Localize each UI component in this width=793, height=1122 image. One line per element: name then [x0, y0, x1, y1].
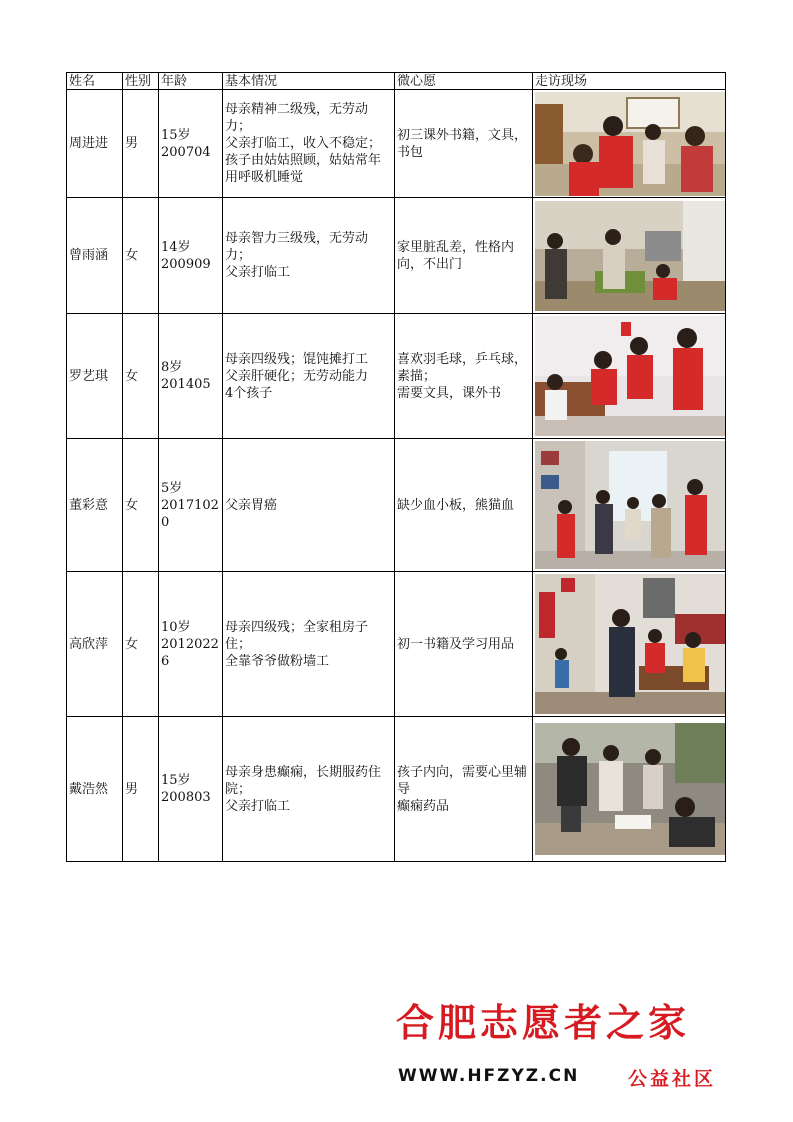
wish-line: 家里脏乱差，性格内向，不出门: [397, 239, 515, 272]
cell-name: 董彩意: [67, 439, 123, 572]
situation-line: 母亲四级残；全家租房子住；: [225, 619, 369, 652]
visit-photo-1: [535, 92, 725, 196]
birth-date: 201405: [161, 377, 211, 392]
cell-wish: [395, 314, 533, 439]
cell-gender: 女: [123, 314, 159, 439]
cell-wish: [395, 439, 533, 572]
birth-date: 20120226: [161, 636, 219, 669]
cell-name: 高欣萍: [67, 572, 123, 717]
wish-line: 初一书籍及学习用品: [397, 636, 515, 652]
birth-date: 200803: [161, 790, 211, 805]
cell-photo: [533, 90, 726, 198]
situation-line: 父亲打临工: [225, 798, 291, 814]
table-row: [67, 717, 726, 862]
wish-line: 缺少血小板，熊猫血: [397, 497, 515, 513]
table-row: [67, 90, 726, 198]
cell-name: 周进进: [67, 90, 123, 198]
cell-gender: 男: [123, 90, 159, 198]
cell-age: [159, 314, 223, 439]
cell-situation: [223, 717, 395, 862]
cell-wish: [395, 572, 533, 717]
birth-date: 200909: [161, 256, 211, 272]
header-age: 年龄: [159, 73, 223, 90]
cell-gender: 女: [123, 439, 159, 572]
cell-age: [159, 90, 223, 198]
cell-situation: [223, 314, 395, 439]
cell-name: 戴浩然: [67, 717, 123, 862]
visit-photo-4: [535, 441, 725, 569]
brand-title: 合肥志愿者之家: [396, 1000, 691, 1045]
wish-line: 初三课外书籍，文具，书包: [397, 127, 528, 160]
table-row: [67, 198, 726, 314]
cell-age: [159, 198, 223, 314]
birth-date: 200704: [161, 144, 211, 160]
cell-photo: [533, 717, 726, 862]
situation-line: 全靠爷爷做粉墙工: [225, 653, 330, 669]
situation-line: 母亲身患癫痫，长期服药住院；: [225, 764, 382, 797]
visit-roster-table: [66, 72, 726, 862]
header-name: 姓名: [67, 73, 123, 90]
community-label: 公益社区: [628, 1068, 717, 1090]
header-wish: 微心愿: [395, 73, 533, 90]
table-row: [67, 439, 726, 572]
visit-photo-6: [535, 723, 725, 855]
cell-name: 曾雨涵: [67, 198, 123, 314]
cell-photo: [533, 572, 726, 717]
cell-wish: [395, 90, 533, 198]
cell-gender: 女: [123, 572, 159, 717]
age-years: 10岁: [161, 619, 191, 635]
table-row: [67, 314, 726, 439]
wish-line: 需要文具，课外书: [397, 385, 502, 401]
cell-name: 罗艺琪: [67, 314, 123, 439]
cell-photo: [533, 198, 726, 314]
age-years: 5岁: [161, 480, 183, 496]
cell-photo: [533, 314, 726, 439]
cell-situation: [223, 439, 395, 572]
header-gender: 性别: [123, 73, 159, 90]
age-years: 14岁: [161, 239, 191, 255]
header-situation: 基本情况: [223, 73, 395, 90]
cell-situation: [223, 198, 395, 314]
table-row: [67, 572, 726, 717]
cell-wish: [395, 717, 533, 862]
cell-age: [159, 572, 223, 717]
situation-line: 母亲智力三级残，无劳动力；: [225, 231, 369, 263]
wish-line: 孩子内向，需要心里辅导: [397, 764, 528, 797]
wish-line: 癫痫药品: [397, 798, 450, 814]
visit-photo-2: [535, 201, 725, 311]
cell-gender: 男: [123, 717, 159, 862]
wish-line: 喜欢羽毛球，乒乓球，素描；: [397, 351, 528, 384]
visit-photo-3: [535, 316, 725, 436]
cell-situation: [223, 90, 395, 198]
situation-line: 父亲胃癌: [225, 497, 278, 513]
birth-date: 20171020: [161, 497, 219, 530]
age-years: 15岁: [161, 127, 191, 143]
cell-situation: [223, 572, 395, 717]
header-visit-photo: 走访现场: [533, 73, 726, 90]
cell-age: [159, 439, 223, 572]
table-header-row: [67, 73, 726, 90]
situation-line: 父亲肝硬化；无劳动能力: [225, 368, 369, 384]
cell-age: [159, 717, 223, 862]
situation-line: 母亲精神二级残，无劳动力；: [225, 102, 369, 134]
situation-line: 孩子由姑姑照顾，姑姑常年用呼吸机睡觉: [225, 153, 382, 185]
cell-gender: 女: [123, 198, 159, 314]
situation-line: 父亲打临工: [225, 265, 291, 280]
age-years: 15岁: [161, 773, 191, 788]
cell-photo: [533, 439, 726, 572]
age-years: 8岁: [161, 360, 183, 375]
visit-photo-5: [535, 574, 725, 714]
situation-line: 父亲打临工，收入不稳定；: [225, 136, 382, 151]
website-url: WWW.HFZYZ.CN: [398, 1066, 580, 1086]
cell-wish: [395, 198, 533, 314]
situation-line: 4个孩子: [225, 385, 273, 401]
situation-line: 母亲四级残；馄饨摊打工: [225, 351, 369, 367]
